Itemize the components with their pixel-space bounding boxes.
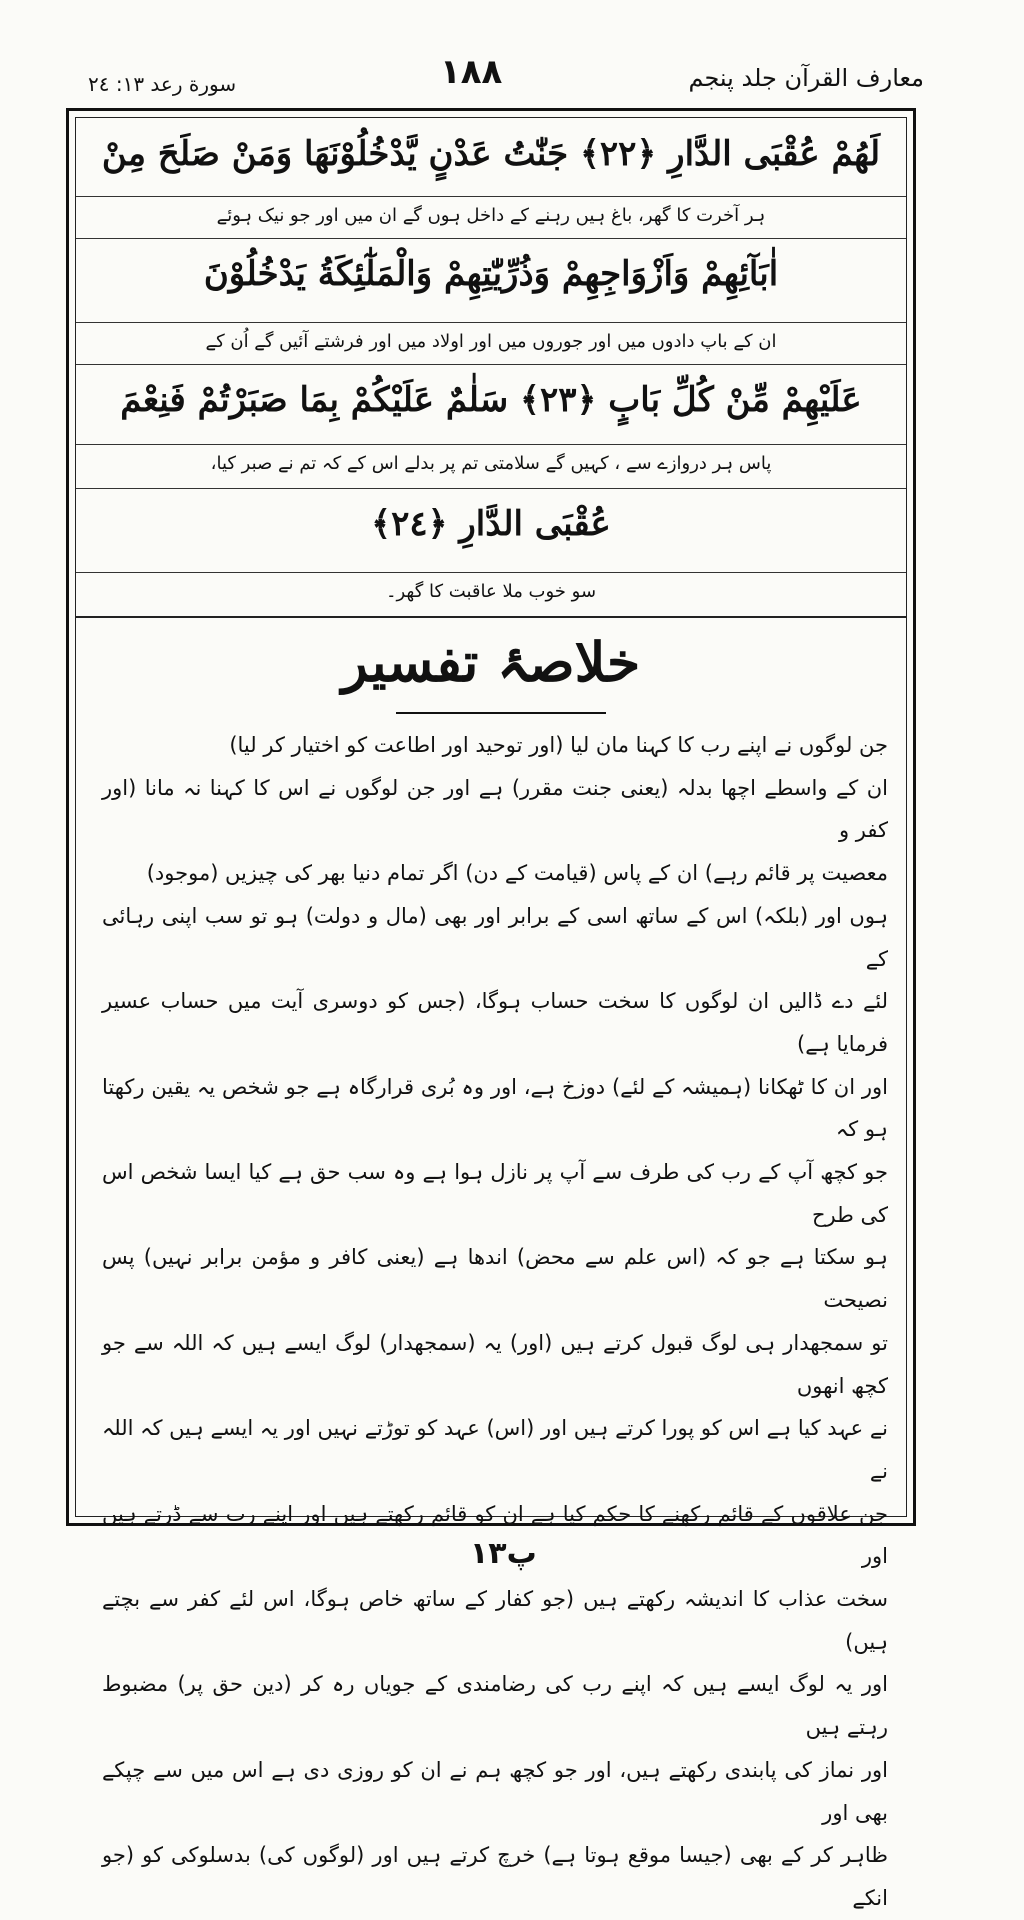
body-line: ان کے واسطے اچھا بدلہ (یعنی جنت مقرر) ہے اور جن لوگوں نے اس کا کہنا نہ مانا (اور کفر و xyxy=(102,775,888,843)
page-number: ١٨٨ xyxy=(440,52,503,92)
signature-mark: ۱۳پ xyxy=(470,1536,537,1571)
body-line: معصیت پر قائم رہے) ان کے پاس (قیامت کے دن) اگر تمام دنیا بھر کی چیزیں (موجود) xyxy=(146,861,888,886)
body-line: اور ان کا ٹھکانا (ہمیشہ کے لئے) دوزخ ہے، اور وہ بُری قرارگاہ ہے جو شخص یہ یقین رکھتا ہو کہ xyxy=(102,1074,888,1142)
verse-translation-line: سو خوب ملا عاقبت کا گھر۔ xyxy=(76,572,906,618)
section-title: خلاصۂ تفسیر xyxy=(341,630,641,694)
verse-arabic-line: لَهُمْ عُقْبَى الدَّارِ ﴿٢٢﴾ جَنّٰتُ عَدْنٍ يَّدْخُلُوْنَهَا وَمَنْ صَلَحَ مِنْ xyxy=(76,118,906,197)
verse-translation-line: ان کے باپ دادوں میں اور جوروں میں اور اولاد میں اور فرشتے آئیں گے اُن کے xyxy=(76,322,906,365)
body-line: تو سمجھدار ہی لوگ قبول کرتے ہیں (اور) یہ (سمجھدار) لوگ ایسے ہیں کہ اللہ سے جو کچھ انھوں xyxy=(102,1330,888,1398)
verse-arabic-line: اٰبَآئِهِمْ وَاَزْوَاجِهِمْ وَذُرِّيّٰتِهِمْ وَالْمَلٰٓئِكَةُ يَدْخُلُوْنَ xyxy=(76,238,906,323)
body-line: جن علاقوں کے قائم رکھنے کا حکم کیا ہے ان کو قائم رکھتے ہیں اور اپنے رب سے ڈرتے ہیں اور xyxy=(102,1501,888,1569)
book-title: معارف القرآن جلد پنجم xyxy=(688,64,924,92)
page-header xyxy=(0,42,1024,102)
body-line: جو کچھ آپ کے رب کی طرف سے آپ پر نازل ہوا ہے وہ سب حق ہے کیا ایسا شخص اس کی طرح xyxy=(102,1160,888,1227)
verse-translation-line: ہر آخرت کا گھر، باغ ہیں رہنے کے داخل ہوں گے ان میں اور جو نیک ہوئے xyxy=(76,196,906,239)
body-line: نے عہد کیا ہے اس کو پورا کرتے ہیں اور (اس) عہد کو توڑتے نہیں اور یہ ایسے ہیں کہ اللہ نے xyxy=(102,1416,888,1483)
tafsir-body xyxy=(102,724,888,1920)
verse-arabic-line: عُقْبَى الدَّارِ ﴿٢٤﴾ xyxy=(76,488,906,573)
surah-reference: سورة رعد ١٣: ٢٤ xyxy=(88,72,237,96)
title-underline xyxy=(396,712,606,714)
body-line: لئے دے ڈالیں ان لوگوں کا سخت حساب ہوگا، (جس کو دوسری آیت میں حساب عسیر فرمایا ہے) xyxy=(102,989,888,1056)
body-line: سخت عذاب کا اندیشہ رکھتے ہیں (جو کفار کے ساتھ خاص ہوگا، اس لئے کفر سے بچتے ہیں) xyxy=(102,1587,888,1654)
verse-arabic-line: عَلَيْهِمْ مِّنْ كُلِّ بَابٍ ﴿٢٣﴾ سَلٰمٌ عَلَيْكُمْ بِمَا صَبَرْتُمْ فَنِعْمَ xyxy=(76,364,906,445)
body-line: اور یہ لوگ ایسے ہیں کہ اپنے رب کی رضامندی کے جویاں رہ کر (دین حق پر) مضبوط رہتے ہیں xyxy=(102,1672,888,1740)
body-line: ہوں اور (بلکہ) اس کے ساتھ اسی کے برابر اور بھی (مال و دولت) ہو تو سب اپنی رہائی کے xyxy=(102,903,888,971)
body-line: ظاہر کر کے بھی (جیسا موقع ہوتا ہے) خرچ کرتے ہیں اور (لوگوں کی) بدسلوکی کو (جو انکے xyxy=(102,1843,888,1910)
body-line: اور نماز کی پابندی رکھتے ہیں، اور جو کچھ ہم نے ان کو روزی دی ہے اس میں سے چپکے بھی اور xyxy=(102,1757,888,1825)
body-line: ہو سکتا ہے جو کہ (اس علم سے محض) اندھا ہے (یعنی کافر و مؤمن برابر نہیں) پس نصیحت xyxy=(102,1245,888,1313)
body-line: جن لوگوں نے اپنے رب کا کہنا مان لیا (اور توحید اور اطاعت کو اختیار کر لیا) xyxy=(229,733,888,757)
verse-translation-line: پاس ہر دروازے سے ، کہیں گے سلامتی تم پر بدلے اس کے کہ تم نے صبر کیا، xyxy=(76,444,906,489)
